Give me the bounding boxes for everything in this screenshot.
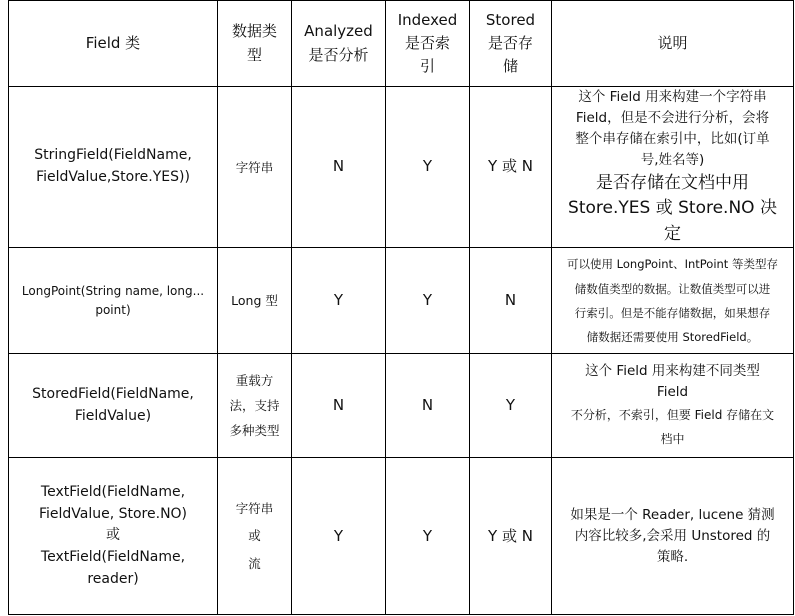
data-type-cell: 字符串 (218, 87, 292, 248)
stored-cell: Y (470, 354, 552, 458)
header-stored: Stored 是否存 储 (470, 1, 552, 87)
header-data-type: 数据类 型 (218, 1, 292, 87)
description-cell: 可以使用 LongPoint、IntPoint 等类型存 储数值类型的数据。让数值类型可以进 行索引。但是不能存储数据，如果想存 储数据还需要使用 StoredField。 (552, 248, 794, 354)
field-class-cell: StoredField(FieldName, FieldValue) (9, 354, 218, 458)
stored-cell: N (470, 248, 552, 354)
header-analyzed: Analyzed 是否分析 (292, 1, 386, 87)
indexed-cell: Y (386, 458, 470, 615)
description-cell: 这个 Field 用来构建不同类型 Field 不分析，不索引，但要 Field 存储在文 档中 (552, 354, 794, 458)
indexed-cell: N (386, 354, 470, 458)
data-type-cell: 字符串 或 流 (218, 458, 292, 615)
analyzed-cell: Y (292, 458, 386, 615)
description-cell: 如果是一个 Reader, lucene 猜测 内容比较多,会采用 Unstored 的 策略. (552, 458, 794, 615)
field-types-table-container (8, 0, 794, 615)
analyzed-cell: N (292, 354, 386, 458)
stored-cell: Y 或 N (470, 458, 552, 615)
table-row (9, 354, 794, 458)
field-types-table (8, 0, 794, 615)
table-row (9, 458, 794, 615)
field-class-cell: LongPoint(String name, long... point) (9, 248, 218, 354)
indexed-cell: Y (386, 248, 470, 354)
header-field-class: Field 类 (9, 1, 218, 87)
analyzed-cell: N (292, 87, 386, 248)
table-row (9, 87, 794, 248)
header-indexed: Indexed 是否索 引 (386, 1, 470, 87)
field-class-cell: StringField(FieldName, FieldValue,Store.YES)) (9, 87, 218, 248)
indexed-cell: Y (386, 87, 470, 248)
table-row (9, 248, 794, 354)
table-header-row (9, 1, 794, 87)
analyzed-cell: Y (292, 248, 386, 354)
header-description: 说明 (552, 1, 794, 87)
description-cell: 这个 Field 用来构建一个字符串 Field，但是不会进行分析，会将 整个串存储在索引中，比如(订单 号,姓名等) 是否存储在文档中用 Store.YES 或 Store.NO 决定 (552, 87, 794, 248)
data-type-cell: 重载方 法，支持 多种类型 (218, 354, 292, 458)
field-class-cell: TextField(FieldName, FieldValue, Store.NO) 或 TextField(FieldName, reader) (9, 458, 218, 615)
stored-cell: Y 或 N (470, 87, 552, 248)
data-type-cell: Long 型 (218, 248, 292, 354)
